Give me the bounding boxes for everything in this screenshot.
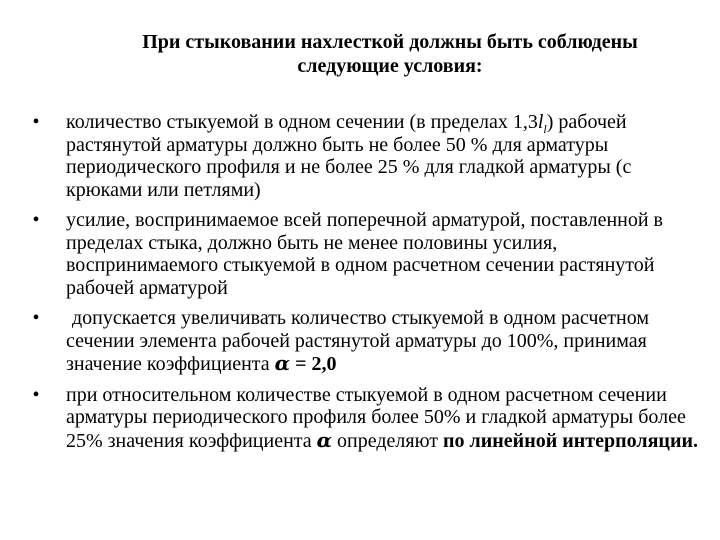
condition-1-text-start: количество стыкуемой в одном сечении (в пределах 1,3 [66, 111, 538, 133]
length-symbol: l [537, 111, 544, 133]
interpolation-emphasis: по линейной интерполяции. [443, 429, 698, 452]
bullet-icon: • [32, 383, 40, 406]
bullet-icon: • [32, 111, 40, 133]
condition-item-2 [30, 209, 710, 299]
condition-2-text: усилие, воспринимаемое всей поперечной арматурой, поставленной в пределах стыка, должно быть не менее половины усилия, воспринимаемого стыкуемой в одном расчетном сечении растянутой рабочей арматурой [66, 209, 664, 299]
condition-item-1 [30, 111, 710, 201]
slide-title-line-1: При стыковании нахлесткой должны быть соблюдены [142, 31, 638, 53]
condition-4-text-mid: определяют [332, 429, 444, 452]
alpha-symbol: α [316, 427, 333, 452]
condition-item-4 [30, 384, 710, 453]
length-subscript: l [543, 122, 547, 136]
conditions-list [30, 111, 710, 460]
slide-title-line-2: следующие условия: [297, 55, 483, 77]
alpha-symbol: α [274, 351, 291, 375]
condition-4-text: при относительном количестве стыкуемой в одном расчетном сечении арматуры периодического профиля более 50% и гладкой арматуры более 25% значения коэффициента [66, 383, 686, 452]
bullet-icon: • [32, 209, 40, 231]
alpha-value: = 2,0 [290, 353, 337, 375]
slide-title [60, 30, 720, 78]
condition-item-3 [30, 307, 710, 376]
condition-1-text-end: ) рабочей растянутой арматуры должно быть не более 50 % для арматуры периодического профиля и не более 25 % для гладкой арматуры (с крюками или петлями) [66, 111, 632, 201]
bullet-icon: • [32, 307, 40, 329]
condition-3-text: допускается увеличивать количество стыкуемой в одном расчетном сечении элемента рабочей растянутой арматуры до 100%, принимая значение коэффициента [66, 307, 650, 375]
